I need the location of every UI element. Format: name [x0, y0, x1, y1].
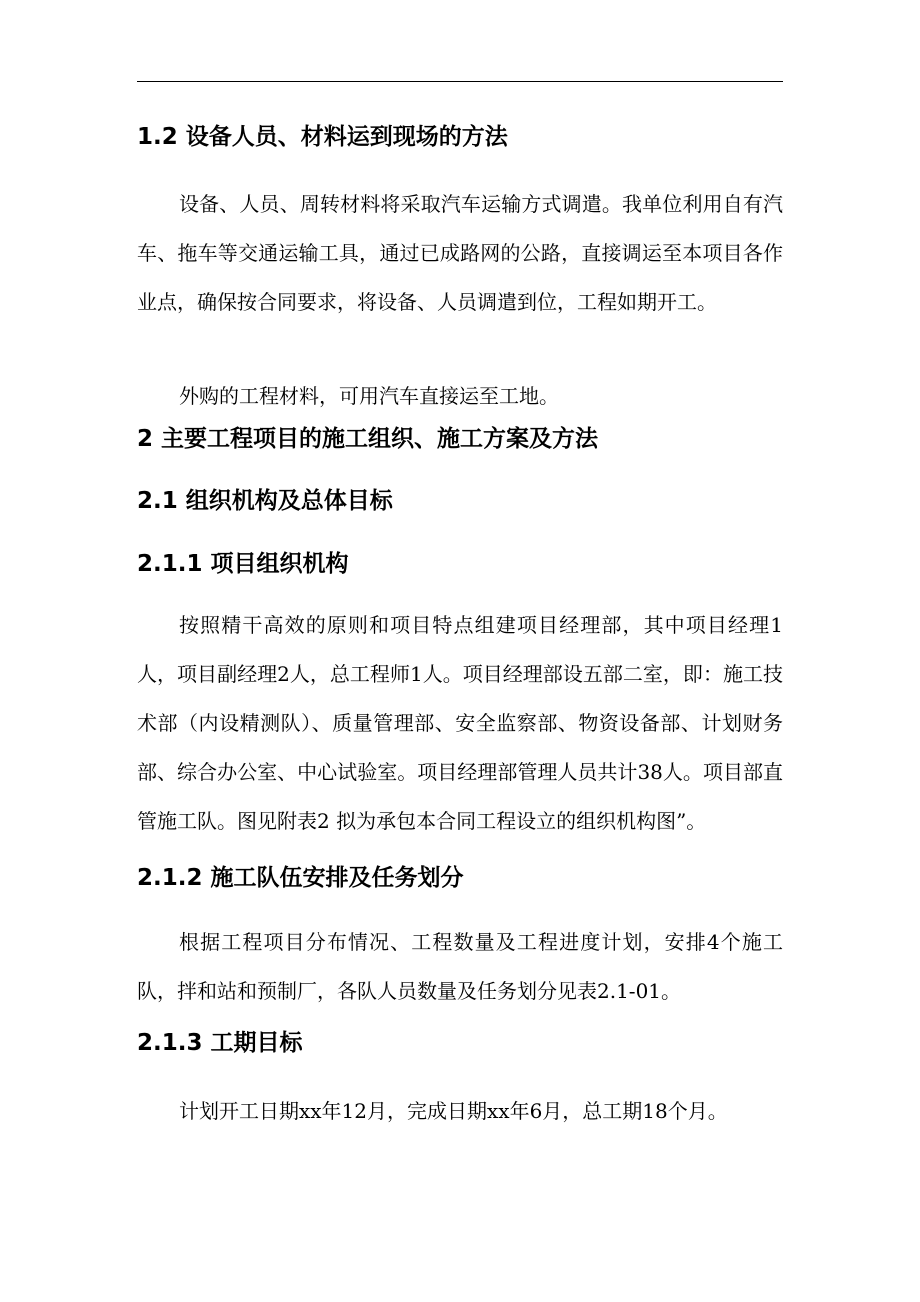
heading-2-1-2: 2.1.2 施工队伍安排及任务划分 — [137, 865, 464, 891]
heading-2: 2 主要工程项目的施工组织、施工方案及方法 — [137, 426, 599, 452]
header-rule — [137, 81, 783, 82]
paragraph-transport-method: 设备、人员、周转材料将采取汽车运输方式调遣。我单位利用自有汽车、拖车等交通运输工具，通过已成路网的公路，直接调运至本项目各作业点，确保按合同要求，将设备、人员调遣到位，工程如期开工。 — [137, 192, 783, 314]
paragraph-organization: 按照精干高效的原则和项目特点组建项目经理部，其中项目经理1人，项目副经理2人，总工程师1人。项目经理部设五部二室，即：施工技术部（内设精测队）、质量管理部、安全监察部、物资设备部、计划财务部、综合办公室、中心试验室。项目经理部管理人员共计38人。项目部直管施工队。图见附表2 拟为承包本合同工程设立的组织机构图”。 — [137, 613, 783, 833]
paragraph-schedule: 计划开工日期xx年12月，完成日期xx年6月，总工期18个月。 — [179, 1099, 728, 1123]
heading-2-1: 2.1 组织机构及总体目标 — [137, 488, 393, 514]
paragraph-materials: 外购的工程材料，可用汽车直接运至工地。 — [179, 384, 559, 408]
heading-1-2: 1.2 设备人员、材料运到现场的方法 — [137, 124, 508, 150]
heading-2-1-1: 2.1.1 项目组织机构 — [137, 551, 349, 577]
heading-2-1-3: 2.1.3 工期目标 — [137, 1030, 303, 1056]
paragraph-team-arrangement: 根据工程项目分布情况、工程数量及工程进度计划，安排4个施工队，拌和站和预制厂，各队人员数量及任务划分见表2.1-01。 — [137, 930, 783, 1003]
